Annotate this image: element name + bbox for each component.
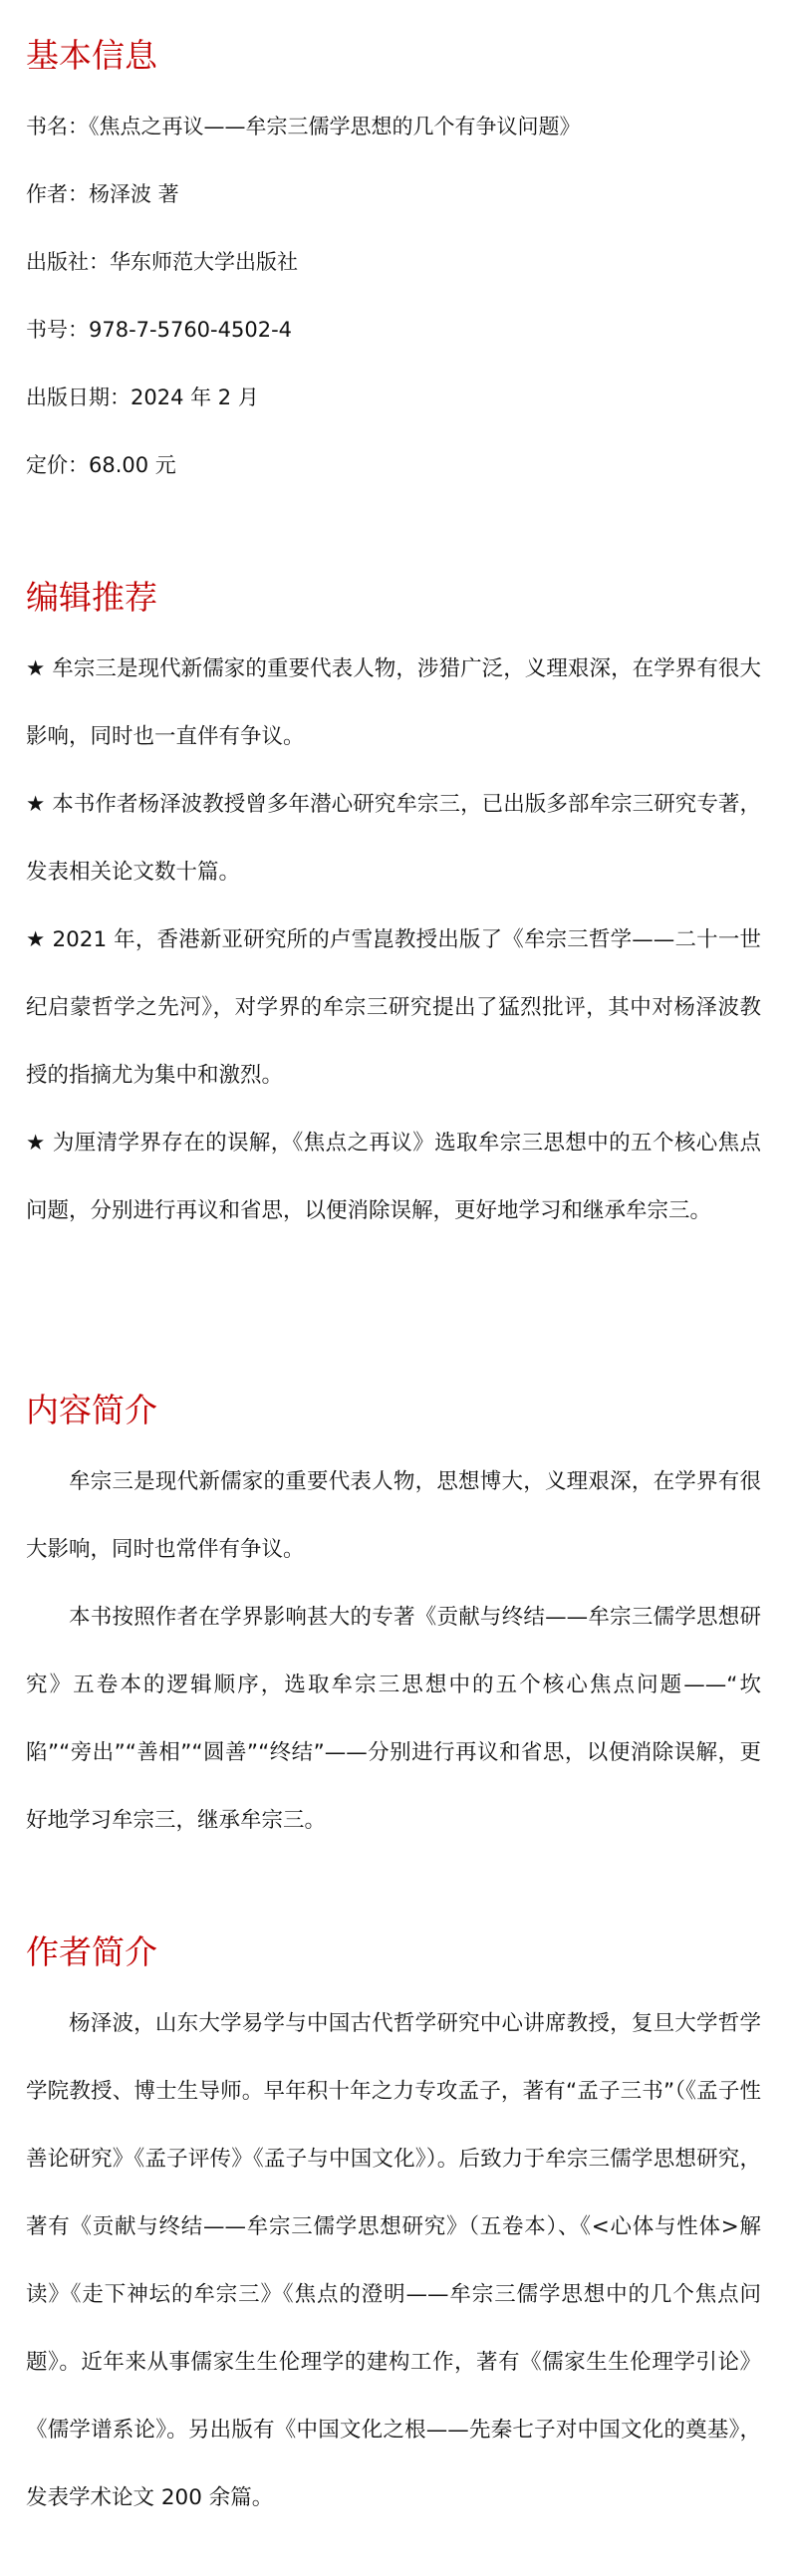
recommendation-item: ★ 牟宗三是现代新儒家的重要代表人物，涉猎广泛，义理艰深，在学界有很大影响，同时也一直伴有争议。 bbox=[26, 656, 761, 749]
book-price: 定价：68.00 元 bbox=[26, 453, 176, 477]
recommendation-item: ★ 为厘清学界存在的误解，《焦点之再议》选取牟宗三思想中的五个核心焦点问题，分别进行再议和省思，以便消除误解，更好地学习和继承牟宗三。 bbox=[26, 1131, 761, 1223]
author-intro-heading: 作者简介 bbox=[26, 1932, 157, 1971]
basic-info-heading: 基本信息 bbox=[26, 36, 157, 75]
book-author: 作者：杨泽波 著 bbox=[26, 182, 179, 206]
book-publisher: 出版社：华东师范大学出版社 bbox=[26, 250, 298, 274]
recommendation-item: ★ 本书作者杨泽波教授曾多年潜心研究牟宗三，已出版多部牟宗三研究专著，发表相关论文数十篇。 bbox=[26, 792, 761, 885]
editor-recommendation-heading: 编辑推荐 bbox=[26, 578, 157, 617]
recommendation-item: ★ 2021 年，香港新亚研究所的卢雪崑教授出版了《牟宗三哲学——二十一世纪启蒙哲学之先河》，对学界的牟宗三研究提出了猛烈批评，其中对杨泽波教授的指摘尤为集中和激烈。 bbox=[26, 927, 761, 1088]
content-intro-paragraph: 牟宗三是现代新儒家的重要代表人物，思想博大，义理艰深，在学界有很大影响，同时也常伴有争议。 bbox=[26, 1469, 761, 1562]
content-intro-paragraph: 本书按照作者在学界影响甚大的专著《贡献与终结——牟宗三儒学思想研究》五卷本的逻辑顺序，选取牟宗三思想中的五个核心焦点问题——“坎陷”“旁出”“善相”“圆善”“终结”——分别进行再议和省思，以便消除误解，更好地学习牟宗三，继承牟宗三。 bbox=[26, 1605, 761, 1833]
book-pub-date: 出版日期：2024 年 2 月 bbox=[26, 386, 259, 409]
content-intro-heading: 内容简介 bbox=[26, 1391, 157, 1429]
book-title: 书名：《焦点之再议——牟宗三儒学思想的几个有争议问题》 bbox=[26, 115, 581, 138]
book-isbn: 书号：978-7-5760-4502-4 bbox=[26, 318, 293, 342]
author-intro-paragraph: 杨泽波，山东大学易学与中国古代哲学研究中心讲席教授，复旦大学哲学学院教授、博士生导师。早年积十年之力专攻孟子，著有“孟子三书”（《孟子性善论研究》《孟子评传》《孟子与中国文化》）。后致力于牟宗三儒学思想研究，著有《贡献与终结——牟宗三儒学思想研究》（五卷本）、《<心体与性体>解读》《走下神坛的牟宗三》《焦点的澄明——牟宗三儒学思想中的几个焦点问题》。近年来从事儒家生生伦理学的建构工作，著有《儒家生生伦理学引论》《儒学谱系论》。另出版有《中国文化之根——先秦七子对中国文化的奠基》，发表学术论文 200 余篇。 bbox=[26, 2011, 761, 2510]
